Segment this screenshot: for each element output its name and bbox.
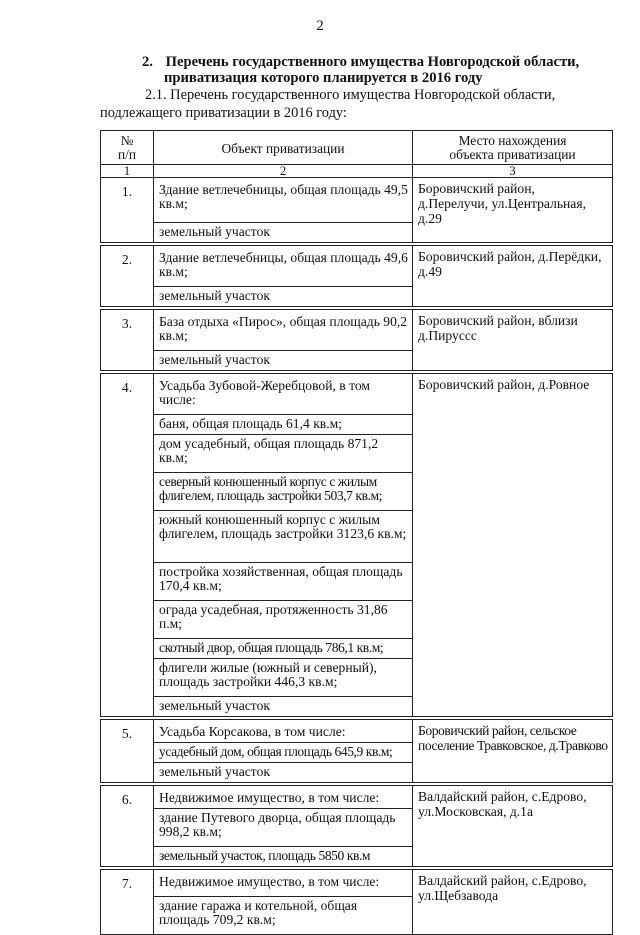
object-part: Здание ветлечебницы, общая площадь 49,6 кв.м; bbox=[154, 249, 412, 287]
object-part: земельный участок bbox=[159, 352, 270, 367]
table-row bbox=[101, 870, 613, 935]
privatization-table bbox=[100, 130, 613, 935]
table-row bbox=[101, 246, 613, 307]
table-row bbox=[101, 720, 613, 783]
row-number: 2. bbox=[101, 246, 154, 307]
page-number: 2 bbox=[316, 18, 324, 34]
object-part: скотный двор, общая площадь 786,1 кв.м; bbox=[154, 639, 412, 659]
section-title-line2: приватизация которого планируется в 2016 году bbox=[164, 70, 483, 86]
row-location: Боровичский район, д.Перёдки, д.49 bbox=[413, 246, 613, 307]
row-number: 5. bbox=[101, 720, 154, 783]
column-number: 1 bbox=[101, 165, 154, 178]
intro-line2: подлежащего приватизации в 2016 году: bbox=[100, 105, 347, 121]
object-part: земельный участок bbox=[159, 698, 270, 713]
row-location: Боровичский район, д.Ровное bbox=[413, 374, 613, 717]
object-part: дом усадебный, общая площадь 871,2 кв.м; bbox=[154, 435, 412, 473]
row-object bbox=[154, 786, 413, 867]
table-row bbox=[101, 310, 613, 371]
object-part: флигели жилые (южный и северный), площадь застройки 446,3 кв.м; bbox=[154, 659, 412, 697]
object-part: земельный участок bbox=[159, 764, 270, 779]
section-heading bbox=[142, 54, 612, 86]
row-number: 3. bbox=[101, 310, 154, 371]
object-part: баня, общая площадь 61,4 кв.м; bbox=[154, 415, 412, 435]
row-object bbox=[154, 870, 413, 935]
object-part: Здание ветлечебницы, общая площадь 49,5 кв.м; bbox=[154, 181, 412, 223]
table-header-row bbox=[101, 131, 613, 165]
row-object bbox=[154, 310, 413, 371]
row-object bbox=[154, 178, 413, 243]
header-location: Место нахождения объекта приватизации bbox=[413, 131, 613, 165]
row-location: Боровичский район, д.Перелучи, ул.Центральная, д.29 bbox=[413, 178, 613, 243]
row-location: Боровичский район, сельское поселение Травковское, д.Травково bbox=[413, 720, 613, 783]
intro-line1: 2.1. Перечень государственного имущества Новгородской области, bbox=[145, 87, 556, 103]
column-number: 2 bbox=[154, 165, 413, 178]
object-part: Усадьба Корсакова, в том числе: bbox=[154, 723, 412, 743]
column-number: 3 bbox=[413, 165, 613, 178]
object-part: северный конюшенный корпус с жилым флигелем, площадь застройки 503,7 кв.м; bbox=[154, 473, 412, 511]
row-location: Валдайский район, с.Едрово, ул.Московская, д.1а bbox=[413, 786, 613, 867]
row-location: Боровичский район, вблизи д.Пируссс bbox=[413, 310, 613, 371]
row-object bbox=[154, 246, 413, 307]
object-part: База отдыха «Пирос», общая площадь 90,2 кв.м; bbox=[154, 313, 412, 351]
section-title-line1: Перечень государственного имущества Новгородской области, bbox=[165, 54, 580, 70]
object-part: здание Путевого дворца, общая площадь 998,2 кв.м; bbox=[154, 809, 412, 847]
row-number: 6. bbox=[101, 786, 154, 867]
row-object bbox=[154, 374, 413, 717]
table-row bbox=[101, 374, 613, 717]
object-part: земельный участок, площадь 5850 кв.м bbox=[159, 848, 371, 863]
object-part: земельный участок bbox=[159, 224, 270, 239]
row-number: 4. bbox=[101, 374, 154, 717]
row-location: Валдайский район, с.Едрово, ул.Щебзавода bbox=[413, 870, 613, 935]
row-object bbox=[154, 720, 413, 783]
table-row bbox=[101, 786, 613, 867]
object-part: здание гаража и котельной, общая площадь 709,2 кв.м; bbox=[159, 898, 358, 927]
header-number: № п/п bbox=[101, 131, 154, 165]
object-part: ограда усадебная, протяженность 31,86 п.м; bbox=[154, 601, 412, 639]
object-part: земельный участок bbox=[159, 288, 270, 303]
object-part: Усадьба Зубовой-Жеребцовой, в том числе: bbox=[154, 377, 412, 415]
object-part: южный конюшенный корпус с жилым флигелем, площадь застройки 3123,6 кв.м; bbox=[154, 511, 412, 563]
object-part: усадебный дом, общая площадь 645,9 кв.м; bbox=[154, 743, 412, 763]
object-part: постройка хозяйственная, общая площадь 170,4 кв.м; bbox=[154, 563, 412, 601]
header-object: Объект приватизации bbox=[154, 131, 413, 165]
table-row bbox=[101, 178, 613, 243]
column-number-row bbox=[101, 165, 613, 178]
row-number: 1. bbox=[101, 178, 154, 243]
row-number: 7. bbox=[101, 870, 154, 935]
section-number: 2. bbox=[142, 54, 153, 70]
subsection-intro bbox=[100, 86, 612, 122]
object-part: Недвижимое имущество, в том числе: bbox=[154, 873, 412, 897]
object-part: Недвижимое имущество, в том числе: bbox=[154, 789, 412, 809]
